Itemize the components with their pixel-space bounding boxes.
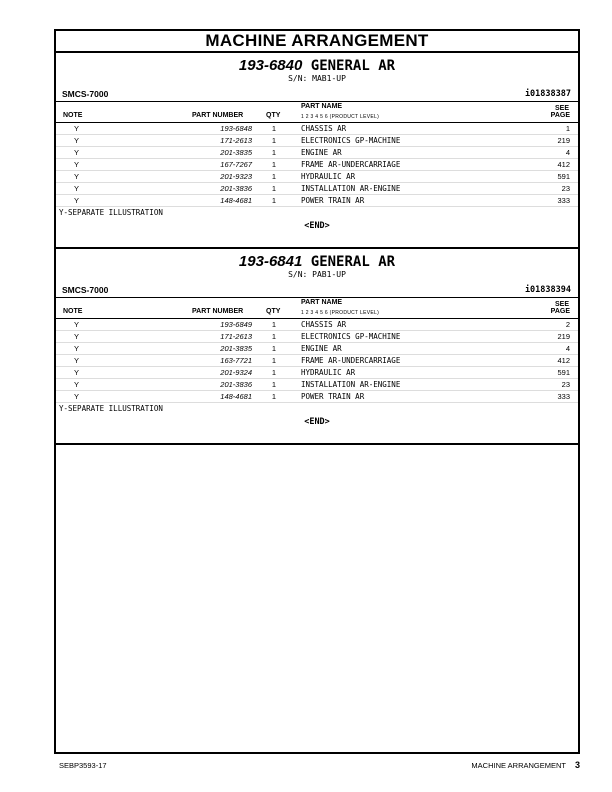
row-see-page: 333 bbox=[557, 392, 570, 401]
row-part-number: 148-4681 bbox=[220, 196, 252, 205]
table-row bbox=[56, 391, 578, 403]
row-part-name: POWER TRAIN AR bbox=[301, 196, 365, 205]
table-row bbox=[56, 135, 578, 147]
sections-container bbox=[56, 58, 578, 445]
page-title: MACHINE ARRANGEMENT bbox=[56, 31, 578, 53]
row-see-page: 412 bbox=[557, 356, 570, 365]
serial-number: S/N: PAB1-UP bbox=[288, 270, 346, 279]
row-note: Y bbox=[74, 320, 80, 329]
end-marker: <END> bbox=[304, 417, 330, 427]
col-page: PAGE bbox=[550, 308, 570, 315]
table-row bbox=[56, 159, 578, 171]
smcs-code: SMCS-7000 bbox=[62, 89, 109, 99]
row-note: Y bbox=[74, 356, 80, 365]
table-row bbox=[56, 355, 578, 367]
row-note: Y bbox=[74, 392, 80, 401]
illustration-id: i01838394 bbox=[524, 285, 571, 295]
row-see-page: 412 bbox=[557, 160, 570, 169]
row-part-number: 201-3835 bbox=[220, 344, 252, 353]
col-product-level: 1 2 3 4 5 6 (PRODUCT LEVEL) bbox=[301, 114, 380, 120]
table-row bbox=[56, 171, 578, 183]
row-part-name: FRAME AR-UNDERCARRIAGE bbox=[301, 160, 401, 169]
row-part-name: POWER TRAIN AR bbox=[301, 392, 365, 401]
col-part-number: PART NUMBER bbox=[192, 112, 244, 119]
parts-table bbox=[56, 123, 578, 207]
col-page: PAGE bbox=[550, 112, 570, 119]
row-qty: 1 bbox=[271, 380, 277, 389]
row-part-number: 171-2613 bbox=[220, 332, 252, 341]
row-part-number: 201-3836 bbox=[220, 380, 252, 389]
row-qty: 1 bbox=[271, 148, 277, 157]
row-see-page: 23 bbox=[561, 184, 570, 193]
row-see-page: 591 bbox=[557, 172, 570, 181]
row-note: Y bbox=[74, 380, 80, 389]
col-see: SEE bbox=[554, 105, 569, 112]
section-title bbox=[56, 254, 578, 270]
row-part-number: 193-6849 bbox=[220, 320, 252, 329]
page-footer bbox=[59, 760, 580, 772]
row-note: Y bbox=[74, 124, 80, 133]
row-see-page: 219 bbox=[557, 332, 570, 341]
end-marker: <END> bbox=[304, 221, 330, 231]
table-row bbox=[56, 379, 578, 391]
row-see-page: 333 bbox=[557, 196, 570, 205]
section-part-number: 193-6841 bbox=[238, 253, 303, 270]
row-part-number: 201-9324 bbox=[220, 368, 252, 377]
table-row bbox=[56, 331, 578, 343]
table-header bbox=[56, 101, 578, 123]
footer-page-number: 3 bbox=[574, 760, 580, 770]
row-see-page: 1 bbox=[565, 124, 570, 133]
row-part-number: 193-6848 bbox=[220, 124, 252, 133]
row-part-number: 201-9323 bbox=[220, 172, 252, 181]
row-note: Y bbox=[74, 172, 80, 181]
table-row bbox=[56, 147, 578, 159]
arrangement-section bbox=[56, 254, 578, 445]
footer-doc-number: SEBP3593-17 bbox=[59, 761, 107, 770]
row-see-page: 591 bbox=[557, 368, 570, 377]
row-qty: 1 bbox=[271, 184, 277, 193]
row-part-name: CHASSIS AR bbox=[301, 320, 347, 329]
separate-illustration-note: Y-SEPARATE ILLUSTRATION bbox=[59, 208, 163, 217]
row-qty: 1 bbox=[271, 124, 277, 133]
row-note: Y bbox=[74, 344, 80, 353]
col-part-name: PART NAME bbox=[301, 299, 343, 306]
row-note: Y bbox=[74, 148, 80, 157]
arrangement-section bbox=[56, 58, 578, 249]
row-note: Y bbox=[74, 160, 80, 169]
section-part-number: 193-6840 bbox=[238, 57, 303, 74]
row-note: Y bbox=[74, 136, 80, 145]
row-part-name: ENGINE AR bbox=[301, 344, 342, 353]
row-part-name: INSTALLATION AR-ENGINE bbox=[301, 380, 401, 389]
table-row bbox=[56, 195, 578, 207]
table-row bbox=[56, 183, 578, 195]
row-part-number: 201-3836 bbox=[220, 184, 252, 193]
row-qty: 1 bbox=[271, 332, 277, 341]
col-qty: QTY bbox=[266, 112, 281, 119]
row-part-name: HYDRAULIC AR bbox=[301, 172, 356, 181]
row-part-number: 201-3835 bbox=[220, 148, 252, 157]
row-note: Y bbox=[74, 196, 80, 205]
table-row bbox=[56, 367, 578, 379]
table-header bbox=[56, 297, 578, 319]
row-qty: 1 bbox=[271, 172, 277, 181]
row-see-page: 4 bbox=[565, 148, 570, 157]
col-part-name: PART NAME bbox=[301, 103, 343, 110]
row-qty: 1 bbox=[271, 160, 277, 169]
row-part-number: 167-7267 bbox=[220, 160, 252, 169]
smcs-row bbox=[56, 89, 578, 101]
col-qty: QTY bbox=[266, 308, 281, 315]
row-qty: 1 bbox=[271, 392, 277, 401]
table-row bbox=[56, 123, 578, 135]
smcs-row bbox=[56, 285, 578, 297]
row-part-name: CHASSIS AR bbox=[301, 124, 347, 133]
illustration-id: i01838387 bbox=[524, 89, 571, 99]
row-part-number: 163-7721 bbox=[220, 356, 252, 365]
row-note: Y bbox=[74, 368, 80, 377]
col-part-number: PART NUMBER bbox=[192, 308, 244, 315]
parts-table bbox=[56, 319, 578, 403]
col-see: SEE bbox=[554, 301, 569, 308]
row-part-number: 171-2613 bbox=[220, 136, 252, 145]
row-qty: 1 bbox=[271, 196, 277, 205]
row-part-number: 148-4681 bbox=[220, 392, 252, 401]
separate-illustration-note: Y-SEPARATE ILLUSTRATION bbox=[59, 404, 163, 413]
section-title bbox=[56, 58, 578, 74]
row-note: Y bbox=[74, 184, 80, 193]
row-part-name: ENGINE AR bbox=[301, 148, 342, 157]
col-note: NOTE bbox=[63, 308, 83, 315]
row-qty: 1 bbox=[271, 320, 277, 329]
col-note: NOTE bbox=[63, 112, 83, 119]
row-see-page: 2 bbox=[565, 320, 570, 329]
row-part-name: HYDRAULIC AR bbox=[301, 368, 356, 377]
table-row bbox=[56, 343, 578, 355]
row-see-page: 219 bbox=[557, 136, 570, 145]
row-qty: 1 bbox=[271, 136, 277, 145]
col-product-level: 1 2 3 4 5 6 (PRODUCT LEVEL) bbox=[301, 310, 380, 316]
row-see-page: 23 bbox=[561, 380, 570, 389]
table-row bbox=[56, 319, 578, 331]
row-part-name: ELECTRONICS GP-MACHINE bbox=[301, 332, 401, 341]
row-qty: 1 bbox=[271, 356, 277, 365]
smcs-code: SMCS-7000 bbox=[62, 285, 109, 295]
section-name: GENERAL AR bbox=[310, 58, 396, 74]
footer-section-title: MACHINE ARRANGEMENT bbox=[471, 761, 566, 770]
section-name: GENERAL AR bbox=[310, 254, 396, 270]
row-part-name: ELECTRONICS GP-MACHINE bbox=[301, 136, 401, 145]
serial-number: S/N: MAB1-UP bbox=[288, 74, 346, 83]
row-note: Y bbox=[74, 332, 80, 341]
row-part-name: FRAME AR-UNDERCARRIAGE bbox=[301, 356, 401, 365]
page-frame bbox=[54, 29, 580, 754]
row-see-page: 4 bbox=[565, 344, 570, 353]
row-qty: 1 bbox=[271, 344, 277, 353]
row-qty: 1 bbox=[271, 368, 277, 377]
row-part-name: INSTALLATION AR-ENGINE bbox=[301, 184, 401, 193]
